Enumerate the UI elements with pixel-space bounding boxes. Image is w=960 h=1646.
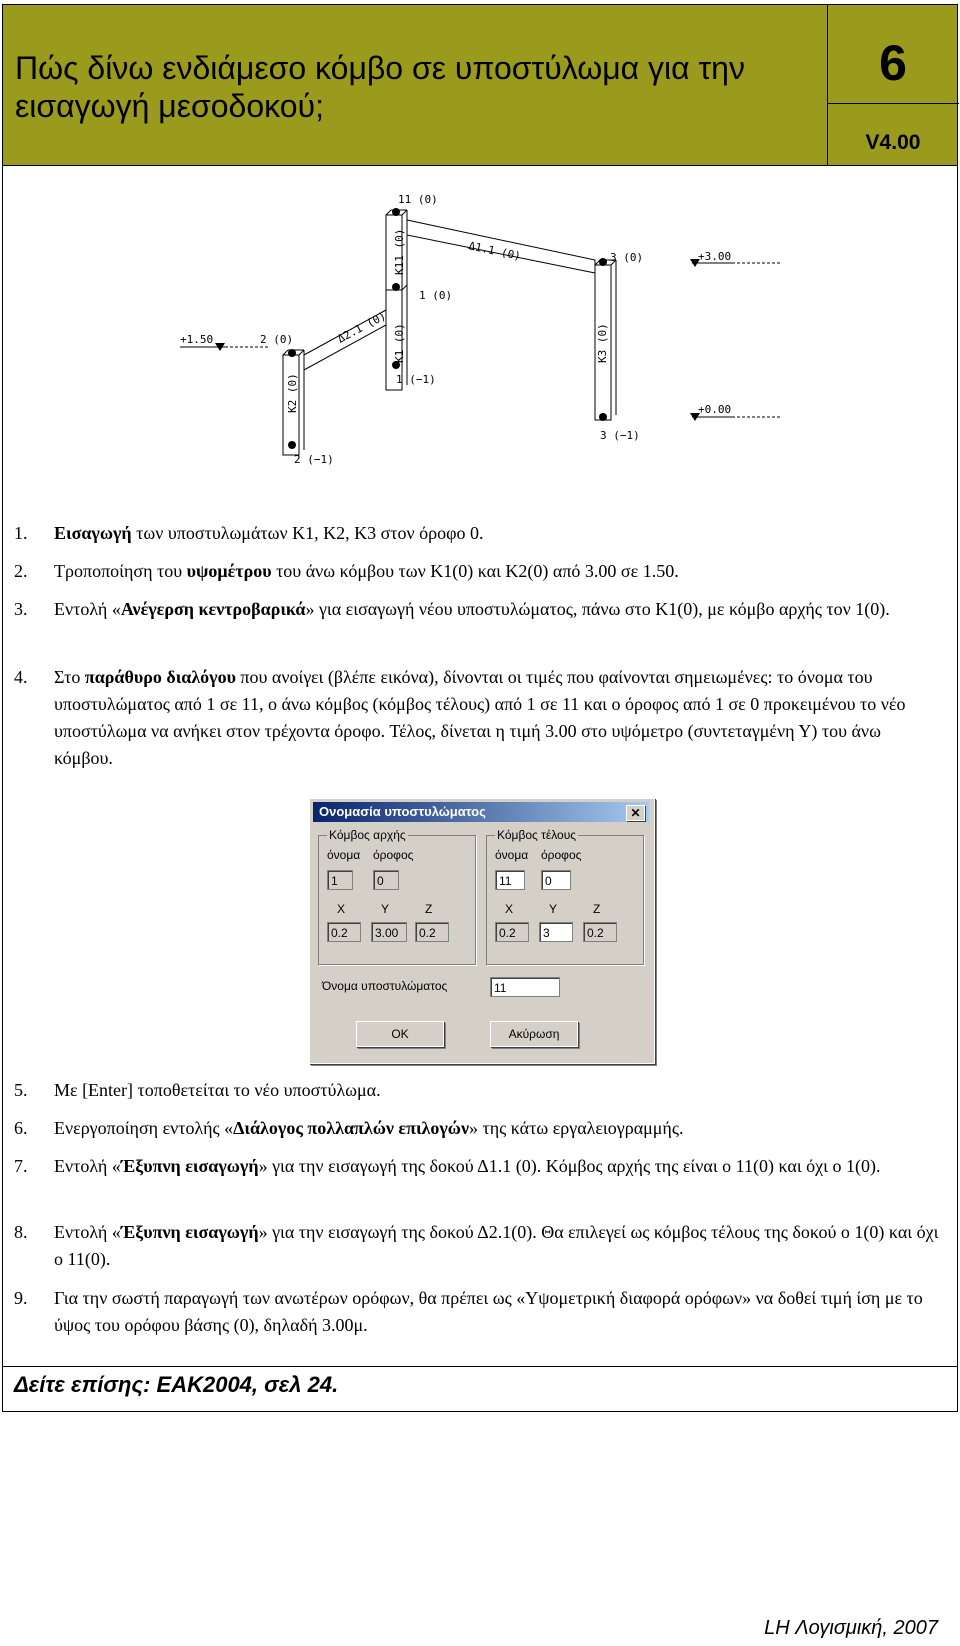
start-name-label: όνομα [327,848,361,862]
step-text: Στο παράθυρο διαλόγου που ανοίγει (βλέπε εικόνα), δίνονται οι τιμές που φαίνονται σημειωμένες: το όνομα του υποστυλώματος από 1 σε 11, ο άνω κόμβος (κόμβος τέλους) από 1 σε 11 και ο όροφος από 1 σε 0 προκειμένου το νέο υποστύλωμα να ανήκει στον τρέχοντα όροφο. Τέλος, δίνεται η τιμή 3.00 στο υψόμετρο (συντεταγμένη Υ) του άνω κόμβου. [54,667,906,768]
step-text: Εντολή «Έξυπνη εισαγωγή» για την εισαγωγή της δοκού Δ2.1(0). Θα επιλεγεί ως κόμβος τέλους της δοκού ο 1(0) και όχι ο 11(0). [54,1222,939,1269]
title-line-2: εισαγωγή μεσοδοκού; [15,88,324,124]
step-text: Με [Enter] τοποθετείται το νέο υποστύλωμα. [54,1080,381,1100]
close-icon[interactable]: ✕ [626,805,645,821]
label-node-2-minus1: 2 (−1) [294,453,334,466]
label-node-11: 11 (0) [398,195,438,206]
end-x-label: X [505,902,514,916]
step-number: 2. [14,561,28,581]
end-y-field[interactable]: 3 [539,922,573,942]
end-name-label: όνομα [495,848,529,862]
step-5 [14,1077,944,1104]
end-z-field[interactable]: 0.2 [583,922,617,942]
label-level-150: +1.50 [180,333,214,346]
end-name-field[interactable]: 11 [495,870,525,890]
label-node-3-minus1: 3 (−1) [600,429,640,442]
node-3-minus1 [599,413,607,421]
label-level-000: +0.00 [698,403,732,416]
step-number: 6. [14,1118,28,1138]
topic-number: 6 [879,35,907,91]
footer-divider [2,1366,958,1367]
label-node-2: 2 (0) [260,333,294,346]
step-3 [14,596,944,623]
diagram-svg [170,195,790,475]
node-3 [599,258,607,266]
dialog-title: Ονομασία υποστυλώματος [319,804,486,819]
label-node-1-minus1: 1 (−1) [396,373,436,386]
step-text: Για την σωστή παραγωγή των ανωτέρων ορόφων, θα πρέπει ως «Υψομετρική διαφορά ορόφων» να δοθεί τιμή ίση με το ύψος του ορόφου βάσης (0), δηλαδή 3.00μ. [54,1288,923,1335]
step-text: Τροποποίηση του υψομέτρου του άνω κόμβου των K1(0) και K2(0) από 3.00 σε 1.50. [54,561,679,581]
version-label: V4.00 [865,131,921,154]
step-9 [14,1285,944,1339]
step-7 [14,1153,944,1180]
end-y-label: Y [549,902,558,916]
column-name-field[interactable]: 11 [490,977,560,997]
step-1 [14,520,944,547]
step-number: 1. [14,523,28,543]
step-text: Εντολή «Έξυπνη εισαγωγή» για την εισαγωγή της δοκού Δ1.1 (0). Κόμβος αρχής της είναι ο 11(0) και όχι ο 1(0). [54,1156,881,1176]
node-2-minus1 [288,441,296,449]
step-8 [14,1219,944,1273]
step-text: Εντολή «Ανέγερση κεντροβαρικά» για εισαγωγή νέου υποστυλώματος, πάνω στο K1(0), με κόμβο αρχής τον 1(0). [54,599,890,619]
step-text: Ενεργοποίηση εντολής «Διάλογος πολλαπλών επιλογών» της κάτω εργαλειογραμμής. [54,1118,684,1138]
dialog-titlebar [313,802,649,822]
title-line-1: Πώς δίνω ενδιάμεσο κόμβο σε υποστύλωμα για την [15,50,745,86]
label-k1: K1 (0) [393,323,406,363]
step-text: Εισαγωγή των υποστυλωμάτων K1, K2, K3 στον όροφο 0. [54,523,484,543]
see-also-note: Δείτε επίσης: ΕΑΚ2004, σελ 24. [14,1372,339,1397]
header-divider [827,5,828,165]
end-x-field[interactable]: 0.2 [495,922,529,942]
label-k3: K3 (0) [596,323,609,363]
end-floor-label: όροφος [541,848,582,862]
node-11 [392,208,400,216]
node-2 [288,349,296,357]
step-number: 4. [14,667,28,687]
step-number: 3. [14,599,28,619]
start-name-field[interactable]: 1 [327,870,353,890]
step-number: 8. [14,1222,28,1242]
end-node-group [486,828,644,965]
start-z-field[interactable]: 0.2 [415,922,449,942]
start-x-label: X [337,902,346,916]
label-node-3: 3 (0) [610,251,644,264]
label-d21: Δ2.1 (0) [335,309,389,346]
step-2 [14,558,944,585]
end-node-legend: Κόμβος τέλους [497,828,577,842]
start-y-label: Y [381,902,390,916]
start-floor-label: όροφος [373,848,414,862]
page-header [2,4,958,166]
start-y-field[interactable]: 3.00 [371,922,407,942]
cancel-button[interactable]: Ακύρωση [490,1021,578,1047]
label-level-300: +3.00 [698,250,732,263]
start-node-group [318,828,476,965]
end-z-label: Z [593,902,601,916]
step-number: 9. [14,1288,28,1308]
step-number: 5. [14,1080,28,1100]
step-number: 7. [14,1156,28,1176]
frame-diagram [170,195,790,475]
page-title [15,49,815,125]
header-divider-horizontal [827,103,959,104]
end-floor-field[interactable]: 0 [541,870,571,890]
start-z-label: Z [425,902,433,916]
ok-button[interactable]: OK [356,1021,444,1047]
label-node-1: 1 (0) [419,289,453,302]
step-4 [14,664,944,772]
step-6 [14,1115,944,1142]
column-naming-dialog [309,798,655,1064]
start-node-legend: Κόμβος αρχής [329,828,406,842]
label-d11: Δ1.1 (0) [467,239,522,263]
label-k11: K11 (0) [393,228,406,275]
start-x-field[interactable]: 0.2 [327,922,361,942]
node-1 [392,283,400,291]
column-name-label: Όνομα υποστυλώματος [322,979,448,993]
label-k2: K2 (0) [286,373,299,413]
start-floor-field[interactable]: 0 [373,870,399,890]
copyright: LH Λογισμική, 2007 [764,1617,938,1639]
